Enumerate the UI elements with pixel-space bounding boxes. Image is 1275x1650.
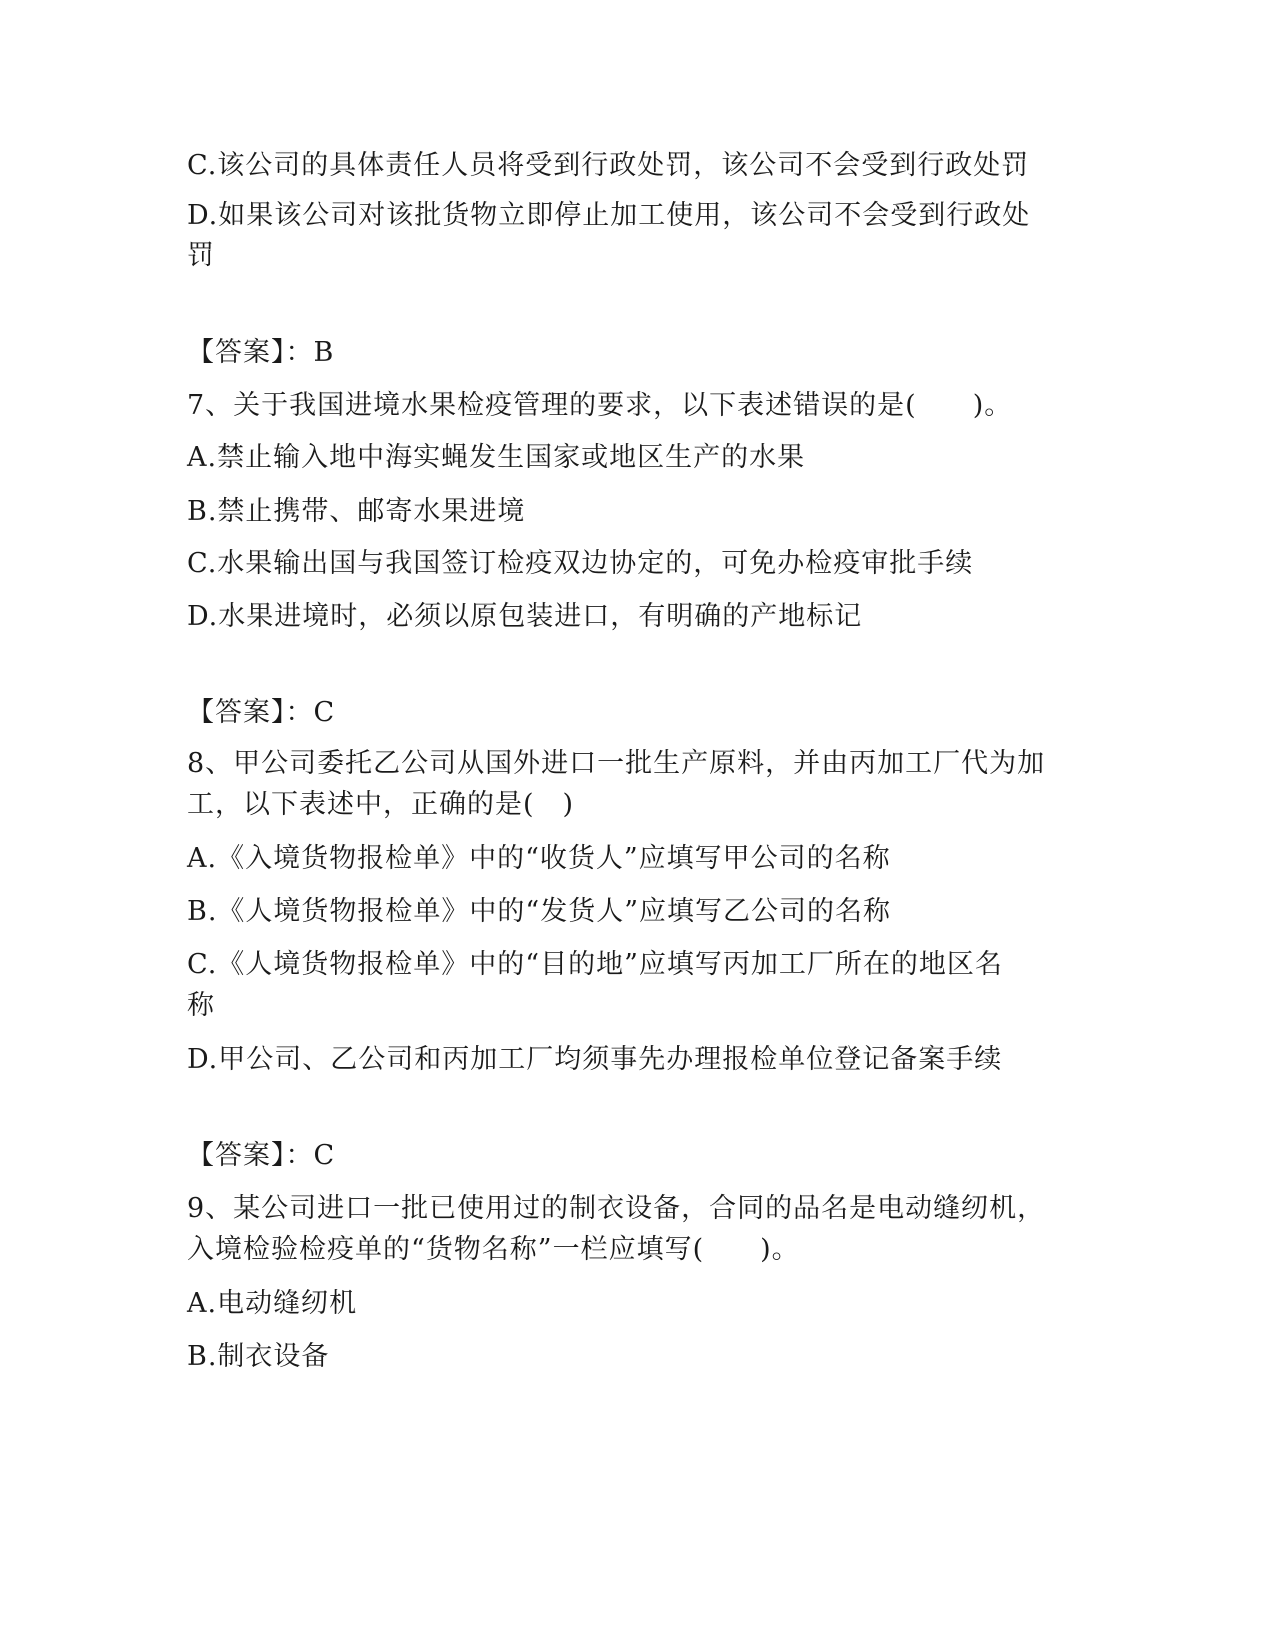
answer-q8: 【答案】：C [187, 1140, 336, 1171]
option-a-q8: A.《入境货物报检单》中的“收货人”应填写甲公司的名称 [187, 843, 891, 874]
answer-q7: 【答案】：C [187, 697, 336, 728]
option-c-q8: C.《人境货物报检单》中的“目的地”应填写丙加工厂所在的地区名 [187, 949, 1003, 980]
option-c-q8-continued: 称 [187, 990, 215, 1021]
question-9: 9、某公司进口一批已使用过的制衣设备，合同的品名是电动缝纫机， [187, 1193, 1046, 1224]
question-8: 8、甲公司委托乙公司从国外进口一批生产原料，并由丙加工厂代为加 [187, 748, 1046, 779]
option-b-q7: B.禁止携带、邮寄水果进境 [187, 496, 526, 527]
option-b-q8: B.《人境货物报检单》中的“发货人”应填写乙公司的名称 [187, 896, 892, 927]
option-a-q9: A.电动缝纫机 [187, 1288, 358, 1319]
option-a-q7: A.禁止输入地中海实蝇发生国家或地区生产的水果 [187, 442, 806, 473]
option-d-q6-continued: 罚 [187, 240, 215, 271]
option-d-q6: D.如果该公司对该批货物立即停止加工使用，该公司不会受到行政处 [187, 200, 1031, 231]
option-c-q6: C.该公司的具体责任人员将受到行政处罚，该公司不会受到行政处罚 [187, 150, 1030, 181]
answer-q6: 【答案】：B [187, 337, 335, 368]
question-9-continued: 入境检验检疫单的“货物名称”一栏应填写( )。 [187, 1234, 800, 1265]
question-8-continued: 工，以下表述中，正确的是( ) [187, 789, 575, 820]
option-d-q8: D.甲公司、乙公司和丙加工厂均须事先办理报检单位登记备案手续 [187, 1044, 1003, 1075]
option-c-q7: C.水果输出国与我国签订检疫双边协定的，可免办检疫审批手续 [187, 548, 974, 579]
option-d-q7: D.水果进境时，必须以原包装进口，有明确的产地标记 [187, 601, 863, 632]
option-b-q9: B.制衣设备 [187, 1341, 330, 1372]
question-7: 7、关于我国进境水果检疫管理的要求，以下表述错误的是( )。 [187, 390, 1013, 421]
